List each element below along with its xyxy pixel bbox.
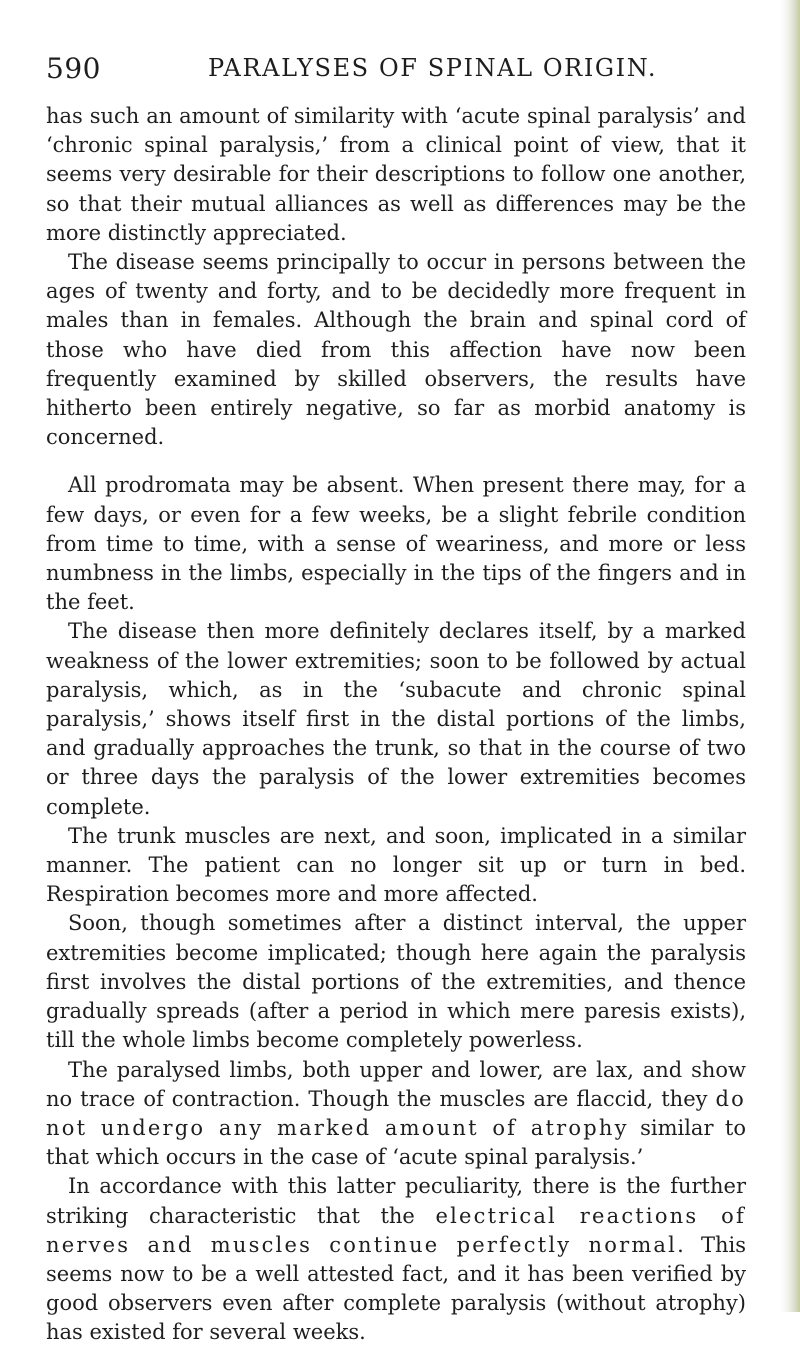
- emphasis-electrical-reactions: electrical reactions of nerves and muscles continue perfectly normal.: [46, 1203, 746, 1257]
- page-number: 590: [46, 52, 101, 85]
- electrical-text-end: This seems now to be a well attested fact, and it has been verified by good observers even after complete paralysis (without atrophy) has existed for several weeks.: [46, 1232, 746, 1345]
- page-header: [46, 52, 736, 88]
- paragraph-upper-extremities: Soon, though sometimes after a distinct interval, the upper extremities become implicated; though here again the paralysis first involves the distal portions of the extremities, and thence gradually spreads (after a period in which mere paresis exists), till the whole limbs become completely powerless.: [46, 911, 746, 1053]
- paragraph-prodromata: All prodromata may be absent. When present there may, for a few days, or even for a few weeks, be a slight febrile condition from time to time, with a sense of weariness, and more or less numbness in the limbs, especially in the tips of the fingers and in the feet.: [46, 473, 746, 615]
- emphasis-no-atrophy: do not undergo any marked amount of atrophy: [46, 1086, 746, 1140]
- paragraph-age-incidence: The disease seems principally to occur in persons between the ages of twenty and forty, and to be decidedly more frequent in males than in females. Although the brain and spinal cord of those who have died from this affection have now been frequently examined by skilled observers, the results have hitherto been entirely negative, so far as morbid anatomy is concerned.: [46, 250, 746, 450]
- running-title: PARALYSES OF SPINAL ORIGIN.: [208, 54, 658, 82]
- paragraph-paralysed-limbs: [46, 1056, 746, 1173]
- paralysed-limbs-text: The paralysed limbs, both upper and lower, are lax, and show no trace of contraction. Though the muscles are flaccid, they: [46, 1057, 746, 1111]
- electrical-text: In accordance with this latter peculiarity, there is the further striking characteristic that the: [46, 1174, 746, 1228]
- page-binding-edge: [780, 0, 800, 1312]
- body-text: [46, 102, 746, 1348]
- paragraph-trunk-muscles: The trunk muscles are next, and soon, implicated in a similar manner. The patient can no longer sit up or turn in bed. Respiration becomes more and more affected.: [46, 823, 746, 907]
- paragraph-electrical-reactions: [46, 1172, 746, 1347]
- paragraph-continuation: has such an amount of similarity with ‘acute spinal paralysis’ and ‘chronic spinal paralysis,’ from a clinical point of view, that it seems very desirable for their descriptions to follow one another, so that their mutual alliances as well as differences may be the more distinctly appreciated.: [46, 104, 746, 245]
- paralysed-limbs-text-end: similar to that which occurs in the case of ‘acute spinal paralysis.’: [46, 1115, 747, 1170]
- paragraph-lower-extremities: The disease then more definitely declares itself, by a marked weakness of the lower extremities; soon to be followed by actual paralysis, which, as in the ‘subacute and chronic spinal paralysis,’ shows itself first in the distal portions of the limbs, and gradually approaches the trunk, so that in the course of two or three days the paralysis of the lower extremities becomes complete.: [46, 619, 746, 819]
